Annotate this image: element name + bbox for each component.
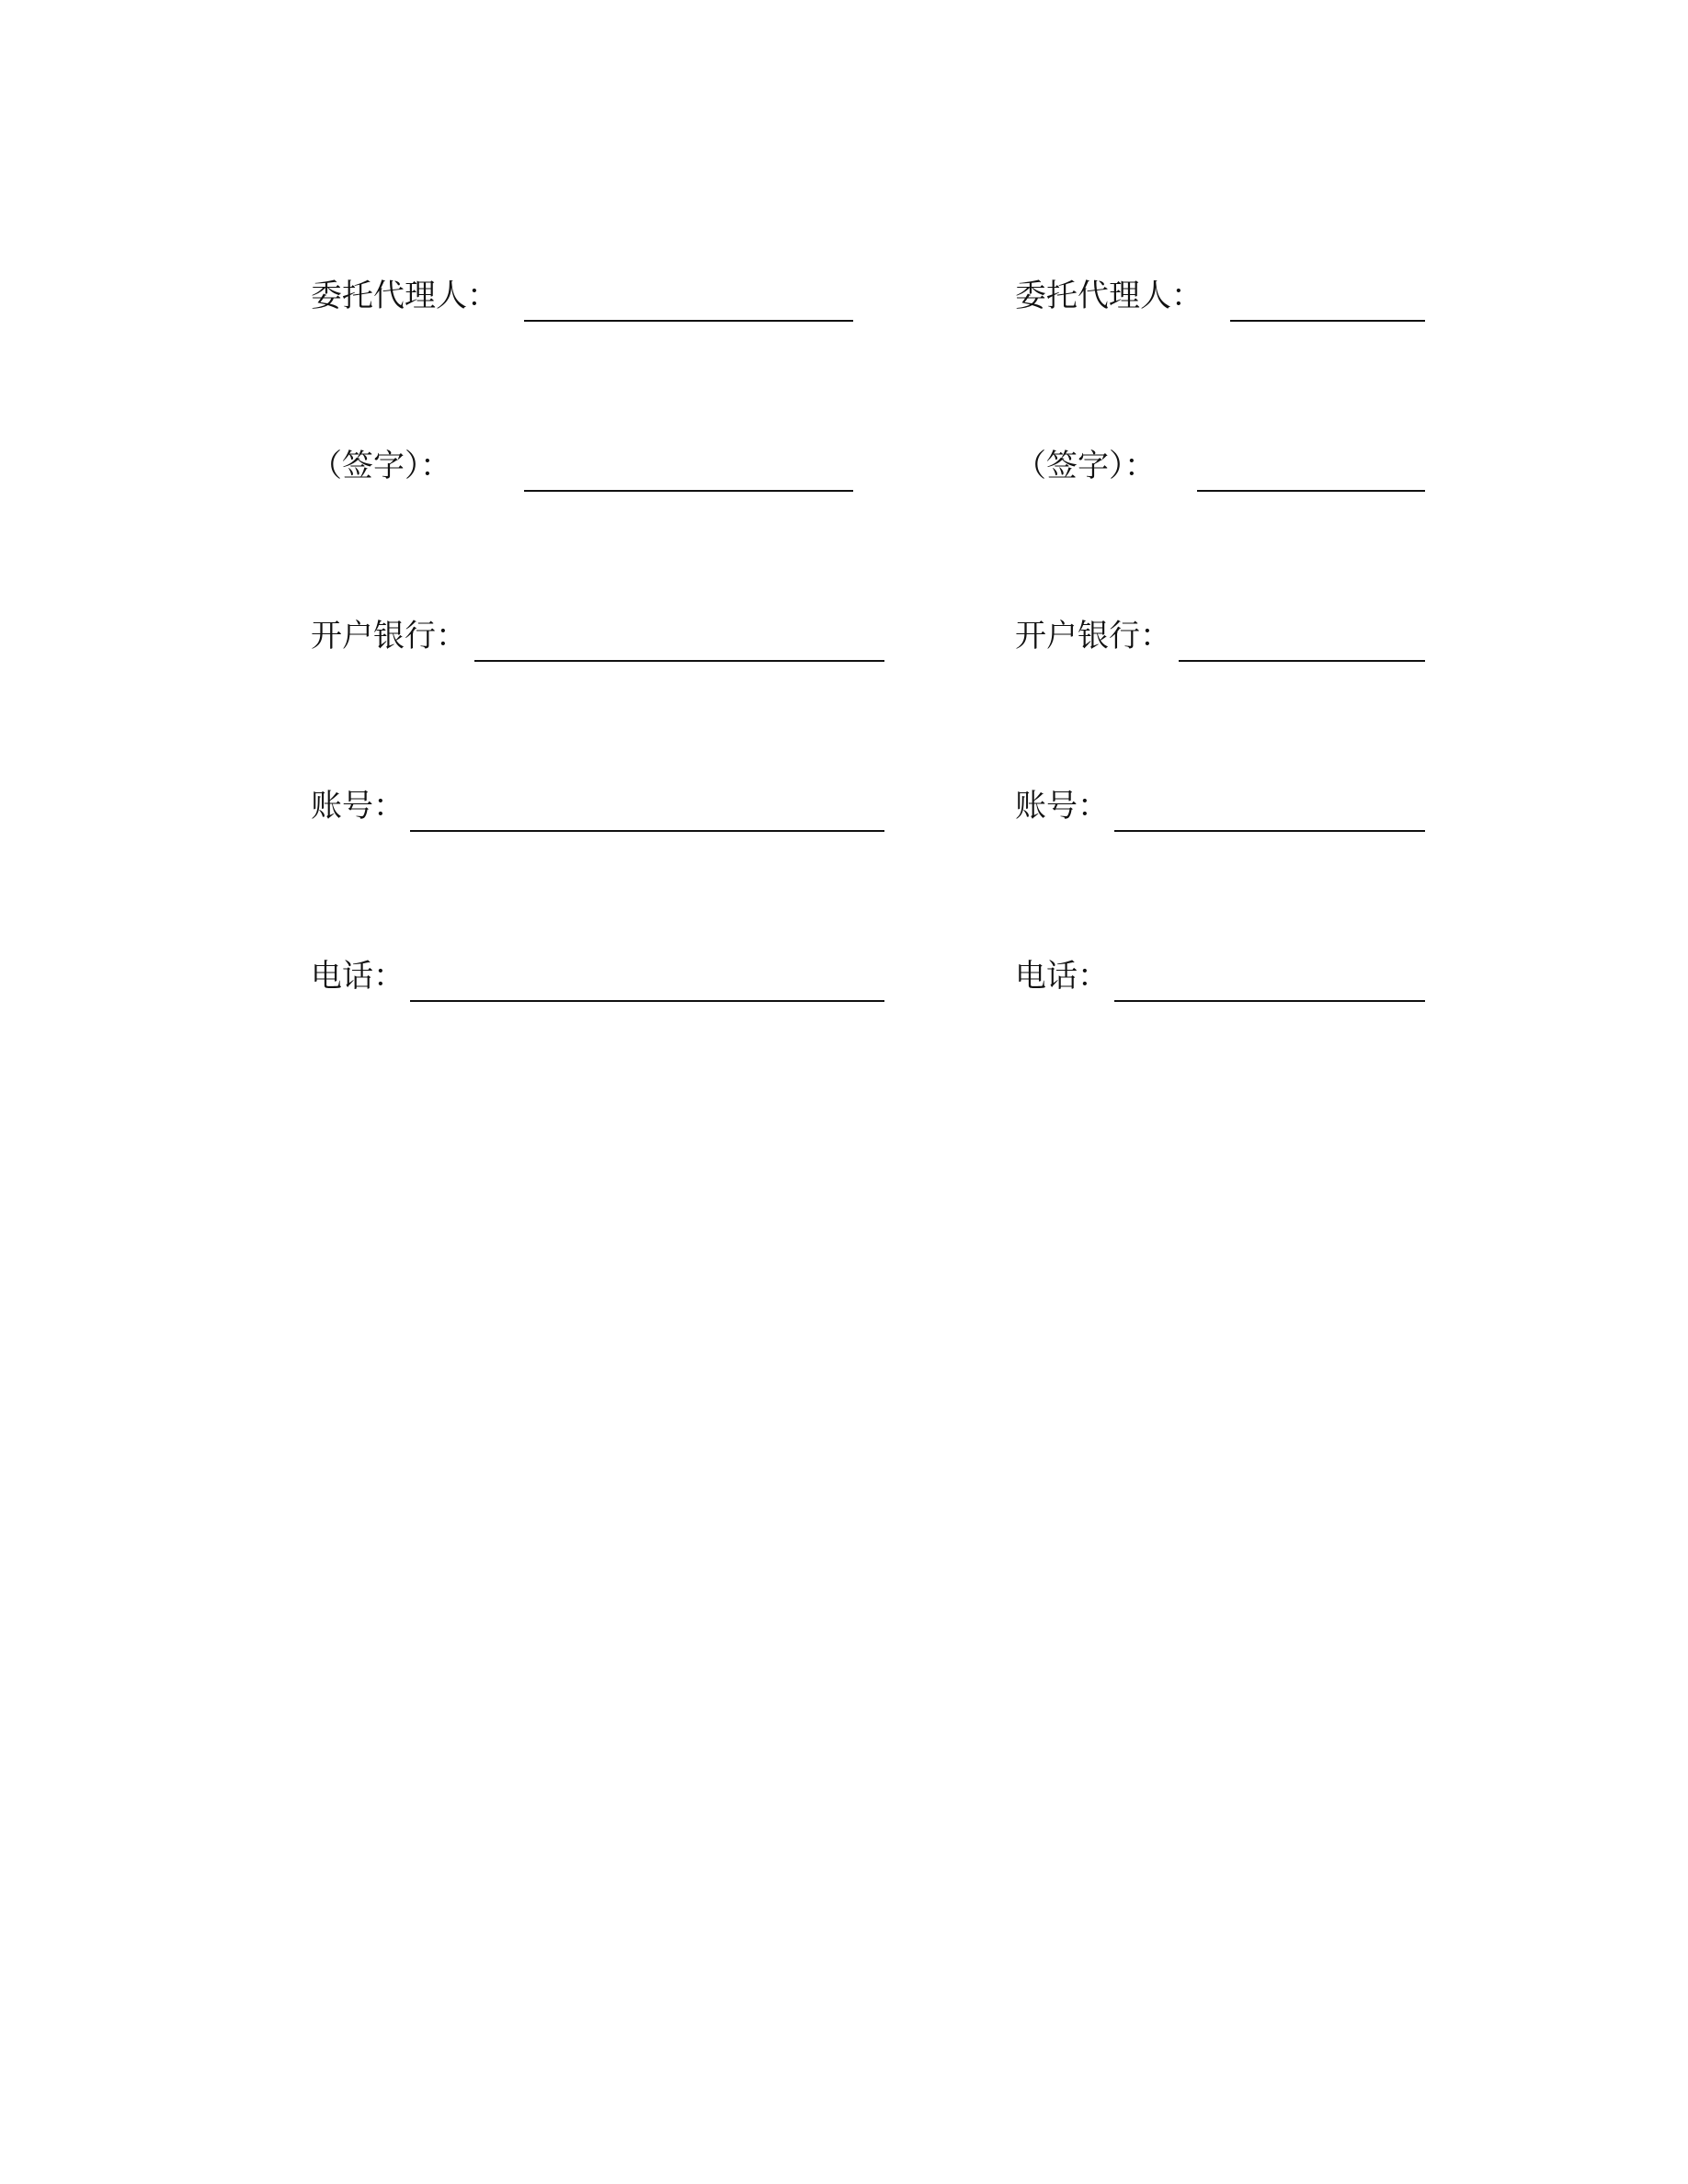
right-signature-field — [1015, 437, 1425, 492]
left-signature-field — [311, 437, 853, 492]
left-agent-field — [311, 267, 853, 322]
right-signature-label: （签字）： — [1015, 448, 1156, 484]
left-account-line — [410, 830, 884, 832]
right-account-field — [1015, 777, 1425, 832]
left-bank-line — [474, 660, 884, 662]
right-agent-line — [1230, 320, 1425, 322]
left-account-field — [311, 777, 884, 832]
left-phone-field — [311, 947, 884, 1002]
right-phone-line — [1114, 1000, 1425, 1002]
right-bank-line — [1179, 660, 1425, 662]
left-bank-field — [311, 607, 884, 662]
right-agent-label: 委托代理人： — [1015, 278, 1203, 314]
left-phone-label: 电话： — [311, 958, 405, 995]
left-agent-label: 委托代理人： — [311, 278, 498, 314]
right-signature-line — [1197, 490, 1425, 492]
left-agent-line — [524, 320, 853, 322]
right-phone-field — [1015, 947, 1425, 1002]
right-agent-field — [1015, 267, 1425, 322]
left-phone-line — [410, 1000, 884, 1002]
right-bank-field — [1015, 607, 1425, 662]
left-signature-label: （签字）： — [311, 448, 451, 484]
right-bank-label: 开户银行： — [1015, 618, 1171, 654]
right-account-label: 账号： — [1015, 788, 1109, 825]
left-bank-label: 开户银行： — [311, 618, 467, 654]
right-account-line — [1114, 830, 1425, 832]
right-phone-label: 电话： — [1015, 958, 1109, 995]
left-signature-line — [524, 490, 853, 492]
left-account-label: 账号： — [311, 788, 405, 825]
